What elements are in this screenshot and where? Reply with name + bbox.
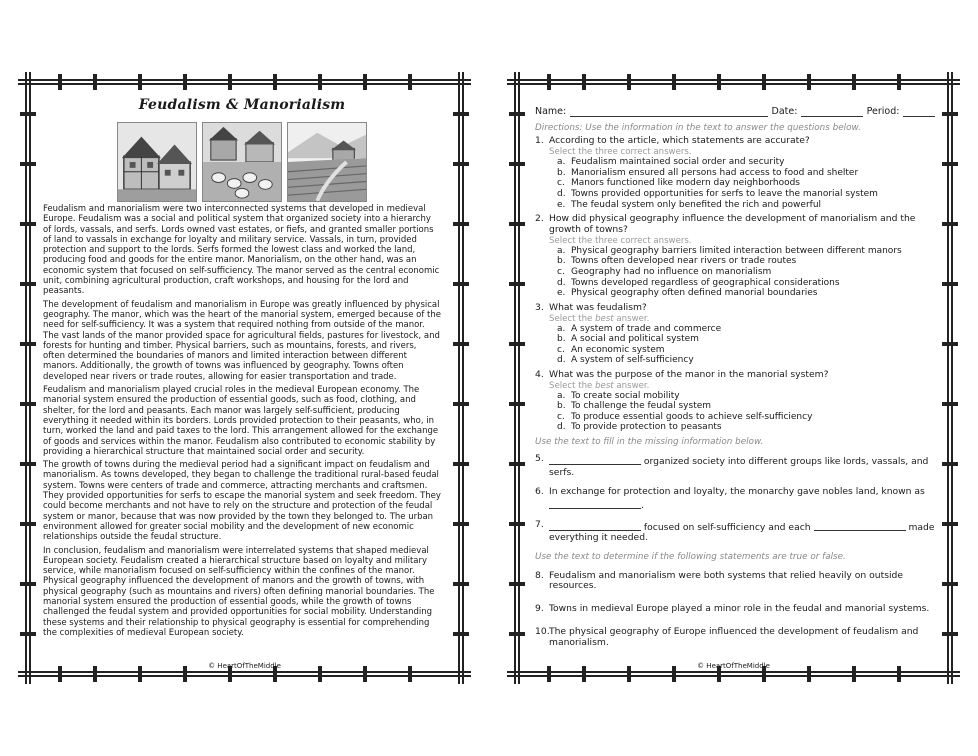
answer-option[interactable]: a. To create social mobility: [557, 390, 680, 401]
question-6: 6. In exchange for protection and loyalty, the monarchy gave nobles land, known as .: [535, 486, 925, 511]
name-label: Name:: [535, 105, 567, 117]
question-hint: Select the best answer.: [549, 313, 650, 324]
question-10: 10. The physical geography of Europe influenced the development of feudalism and manorialism.: [535, 627, 935, 649]
question-text: What was feudalism?: [549, 301, 647, 313]
answer-option[interactable]: e. Physical geography often defined manorial boundaries: [557, 288, 818, 299]
reading-content: [43, 97, 441, 670]
name-field[interactable]: [570, 106, 767, 117]
sheep-village-image: [202, 122, 282, 202]
date-label: Date:: [771, 105, 798, 117]
answer-blank[interactable]: [814, 520, 906, 531]
answer-option[interactable]: a. Physical geography barriers limited interaction between different manors: [557, 245, 902, 256]
question-text: According to the article, which statements are accurate?: [549, 135, 810, 147]
question-4: 4. What was the purpose of the manor in the manorial system? Select the best answer. a. To create social mobility b. To challenge the feudal system c. To produce essential goods to achieve self-sufficiency d. To provide protection to peasants: [535, 370, 935, 433]
paragraph-4: The growth of towns during the medieval period had a significant impact on feudalism and manorialism. As towns developed, they began to challenge the traditional rural-based feudal system. Towns were centers of trade and commerce, attracting merchants and craftsmen. They provided opportunities for serfs to escape the manorial system and seek freedom. They could become merchants and not have to rely on the structure and protection of the feudal system or manor, because that was now provided by the town they belonged to. The urban environment allowed for greater social mobility and the development of new economic relationships outside the feudal structure.: [43, 460, 441, 543]
question-text: How did physical geography influence the development of manorialism and the growth of towns?: [549, 213, 916, 235]
question-7: 7. focused on self-sufficiency and each made everything it needed.: [535, 518, 935, 544]
question-hint: Select the three correct answers.: [549, 147, 692, 158]
answer-option[interactable]: c. An economic system: [557, 344, 665, 355]
answer-option[interactable]: a. A system of trade and commerce: [557, 323, 722, 334]
answer-blank[interactable]: [549, 520, 641, 531]
question-9: 9. Towns in medieval Europe played a minor role in the feudal and manorial systems.: [535, 604, 935, 615]
answer-blank[interactable]: [549, 454, 641, 465]
answer-option[interactable]: e. The feudal system only benefited the rich and powerful: [557, 199, 822, 210]
answer-option[interactable]: d. Towns provided opportunities for serfs to leave the manorial system: [557, 188, 878, 199]
page-title: Feudalism & Manorialism: [138, 97, 346, 113]
student-info-line: [535, 103, 935, 117]
half-timbered-house-image: [117, 122, 197, 202]
reading-page: [18, 72, 471, 684]
directions-multiple-choice: Directions: Use the information in the text to answer the questions below.: [535, 123, 861, 133]
answer-option[interactable]: c. To produce essential goods to achieve self-sufficiency: [557, 411, 813, 422]
questions-content: [535, 103, 935, 673]
question-3: 3. What was feudalism? Select the best answer. a. A system of trade and commerce b. A social and political system c. An economic system d. A system of self-sufficiency: [535, 303, 935, 366]
answer-option[interactable]: a. Feudalism maintained social order and security: [557, 157, 785, 168]
question-5: 5. organized society into different groups like lords, vassals, and serfs.: [535, 453, 929, 479]
answer-option[interactable]: b. Manorialism ensured all persons had access to food and shelter: [557, 167, 859, 178]
question-text: The physical geography of Europe influenced the development of feudalism and manorialism.: [549, 626, 919, 648]
date-field[interactable]: [801, 106, 862, 117]
copyright-footer: © HeartOfTheMiddle: [697, 662, 770, 670]
answer-option[interactable]: d. To provide protection to peasants: [557, 422, 722, 433]
paragraph-5: In conclusion, feudalism and manorialism were interrelated systems that shaped medieval European society. Feudalism created a hierarchical structure based on loyalty and military service, while manorialism focused on self-sufficiency within the confines of the manor. Physical geography influenced the development of manors and the growth of towns, with physical geography (such as mountains and rivers) often defining manorial boundaries. The manorial system ensured the production of essential goods, while the growth of towns challenged the feudal system and provided opportunities for social mobility. Understanding these systems and their relationship to physical geography is essential for comprehending the complexities of medieval European society.: [43, 545, 435, 638]
directions-fill-in: Use the text to fill in the missing information below.: [535, 437, 764, 448]
paragraph-2: The development of feudalism and manorialism in Europe was greatly influenced by physical geography. The manor, which was the heart of the manorial system, emerged because of the need for self-sufficiency. It was a system that required nothing from outside of the manor. The vast lands of the manor provided space for agricultural fields, pastures for livestock, and forests for hunting and timber. Physical barriers, such as mountains, forests, and rivers, often determined the boundaries of manors and limited interaction between different manors. Additionally, the growth of towns was influenced by geography. Towns often developed near rivers or trade routes, allowing for easier transportation and trade.: [43, 299, 441, 382]
answer-option[interactable]: d. A system of self-sufficiency: [557, 355, 694, 366]
answer-option[interactable]: b. A social and political system: [557, 334, 699, 345]
answer-blank[interactable]: [549, 498, 641, 509]
question-hint: Select the three correct answers.: [549, 235, 692, 246]
period-field[interactable]: [903, 106, 935, 117]
answer-option[interactable]: c. Geography had no influence on manorialism: [557, 266, 772, 277]
directions-true-false: Use the text to determine if the following statements are true or false.: [535, 552, 846, 563]
answer-option[interactable]: d. Towns developed regardless of geographical considerations: [557, 277, 840, 288]
illustration-row: [43, 122, 441, 202]
answer-option[interactable]: b. Towns often developed near rivers or trade routes: [557, 256, 797, 267]
question-8: 8. Feudalism and manorialism were both systems that relied heavily on outside resources.: [535, 571, 935, 593]
question-text: Feudalism and manorialism were both systems that relied heavily on outside resources.: [549, 569, 904, 592]
answer-option[interactable]: c. Manors functioned like modern day neighborhoods: [557, 178, 800, 189]
question-page: [507, 72, 960, 684]
answer-option[interactable]: b. To challenge the feudal system: [557, 401, 712, 412]
question-hint: Select the best answer.: [549, 380, 650, 391]
farm-fields-image: [287, 122, 367, 202]
paragraph-3: Feudalism and manorialism played crucial roles in the medieval European economy. The manorial system ensured the production of essential goods, such as food, clothing, and shelter, for the lord and peasants. Each manor was largely self-sufficient, producing everything it needed within its borders. Lords provided protection to their peasants, who, in turn, worked the land and paid taxes to the lord. This arrangement allowed for the exchange of goods and services within the manor. Feudalism also contributed to economic stability by providing a hierarchical structure that maintained social order and security.: [43, 385, 439, 457]
question-1: 1. According to the article, which statements are accurate? Select the three correct answers. a. Feudalism maintained social order and security b. Manorialism ensured all persons had access to food and shelter c. Manors functioned like modern day neighborhoods d. Towns provided opportunities for serfs to leave the manorial system e. The feudal system only benefited the rich and powerful: [535, 136, 935, 210]
question-text: Towns in medieval Europe played a minor role in the feudal and manorial systems.: [549, 603, 930, 615]
question-text: What was the purpose of the manor in the manorial system?: [549, 368, 829, 380]
copyright-footer: © HeartOfTheMiddle: [208, 662, 281, 670]
question-2: 2. How did physical geography influence the development of manorialism and the growth of towns? Select the three correct answers. a. Physical geography barriers limited interaction between different manors b. Towns often developed near rivers or trade routes c. Geography had no influence on manorialism d. Towns developed regardless of geographical considerations e. Physical geography often defined manorial boundaries: [535, 214, 935, 299]
paragraph-1: Feudalism and manorialism were two interconnected systems that developed in medieval Europe. Feudalism was a social and political system that organized society into a hierarchy of lords, vassals, and serfs. Lords owned vast estates, or fiefs, and granted smaller portions of land to vassals in exchange for loyalty and military service. Vassals, in turn, provided protection and support to the lords. Serfs formed the lowest class and worked the land, producing food and goods for the entire manor. Manorialism, on the other hand, was an economic system that focused on self-sufficiency. The manor served as the central economic unit, combining agricultural production, craft workshops, and housing for the lord and peasants.: [43, 204, 440, 297]
period-label: Period:: [866, 105, 900, 117]
